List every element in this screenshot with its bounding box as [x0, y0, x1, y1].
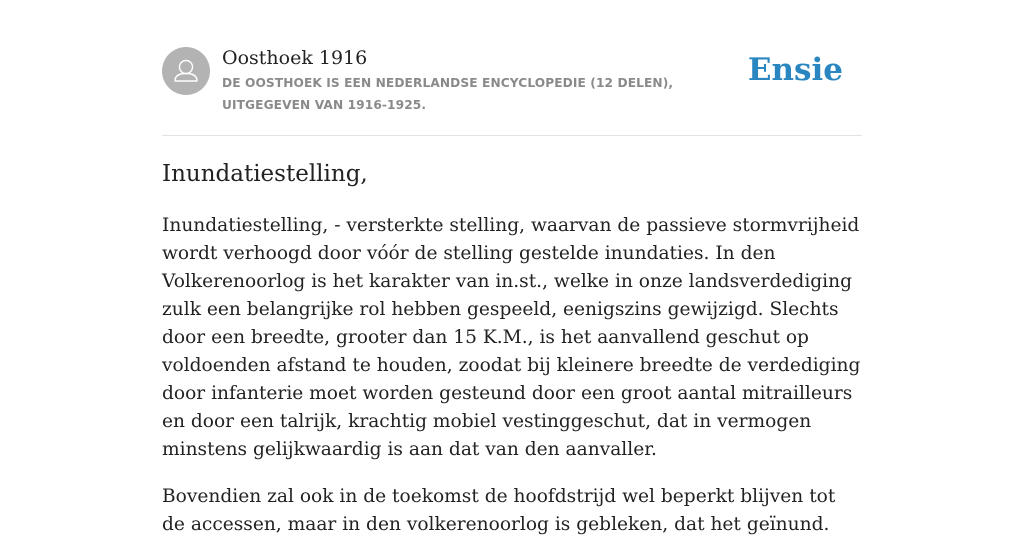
source-title[interactable]: Oosthoek 1916: [222, 47, 368, 69]
entry-paragraph: Inundatiestelling, - versterkte stelling, waarvan de passieve stormvrijheid wordt verhoogd door vóór de stelling gestelde inundaties. In den Volkerenoorlog is het karakter van in.st., welke in onze landsverdediging zulk een belangrijke rol hebben gespeeld, eenigszins gewijzigd. Slechts door een breedte, grooter dan 15 K.M., is het aanvallend geschut op voldoenden afstand te houden, zoodat bij kleinere breedte de verdediging door infanterie moet worden gesteund door een groot aantal mitrailleurs en door een talrijk, krachtig mobiel vestinggeschut, dat in vermogen minstens gelijkwaardig is aan dat van den aanvaller.: [162, 215, 861, 460]
entry-body: [162, 212, 862, 558]
entry-paragraph: Bovendien zal ook in de toekomst de hoofdstrijd wel beperkt blijven tot de accessen, maar in den volkerenoorlog is gebleken, dat het geïnund.: [162, 486, 836, 535]
source-header: [162, 0, 862, 136]
entry-title: Inundatiestelling,: [162, 161, 368, 187]
user-avatar-icon[interactable]: [162, 47, 210, 95]
ensie-logo[interactable]: Ensie: [747, 52, 843, 88]
person-outline-icon: [162, 47, 210, 95]
page-container: [162, 0, 862, 535]
source-description: DE OOSTHOEK IS EEN NEDERLANDSE ENCYCLOPEDIE (12 DELEN), UITGEGEVEN VAN 1916-1925.: [222, 76, 674, 112]
